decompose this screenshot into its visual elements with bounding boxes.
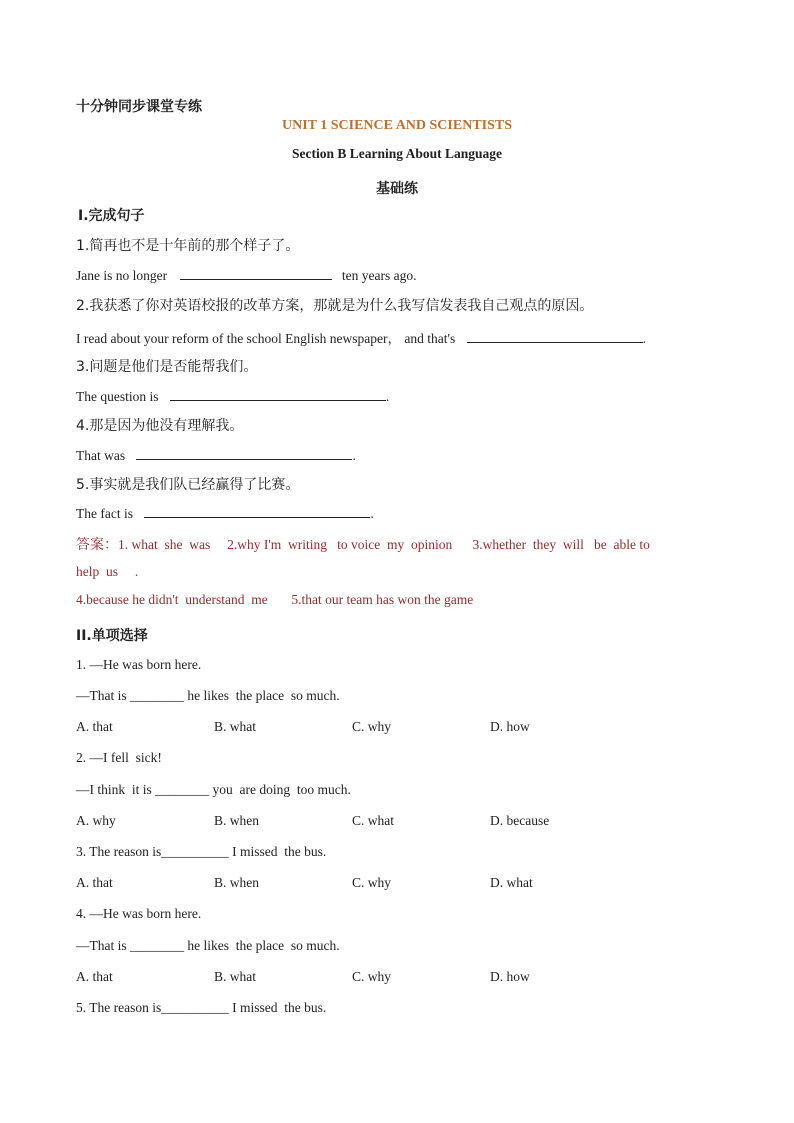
question-2-option-d[interactable]: D. because: [490, 813, 550, 828]
answer-label: 答案：: [76, 537, 118, 553]
part2-heading: II.单项选择: [76, 628, 148, 644]
sentence-3-chinese: 3.问题是他们是否能帮我们。: [76, 359, 258, 375]
part1-heading: Ⅰ.完成句子: [78, 208, 145, 224]
sentence-3-english: [76, 388, 389, 405]
question-1-option-b[interactable]: B. what: [214, 719, 256, 734]
answer-line-2: help us .: [76, 564, 139, 579]
series-title: 十分钟同步课堂专练: [76, 99, 202, 115]
question-3-option-a[interactable]: A. that: [76, 875, 113, 890]
question-5-prompt: 5. The reason is__________ I missed the bus.: [76, 1000, 327, 1015]
sentence-1-prefix: Jane is no longer: [76, 268, 168, 283]
sentence-5-suffix: .: [370, 506, 374, 521]
question-3-option-c[interactable]: C. why: [352, 875, 392, 890]
question-1-reply: —That is ________ he likes the place so much.: [76, 688, 340, 703]
question-3-option-b[interactable]: B. when: [214, 875, 259, 890]
answer-blank-3[interactable]: [170, 388, 386, 401]
question-2-option-a[interactable]: A. why: [76, 813, 116, 828]
question-2-option-b[interactable]: B. when: [214, 813, 259, 828]
answer-blank-2[interactable]: [467, 330, 643, 343]
answer-blank-1[interactable]: [180, 267, 332, 280]
sentence-4-english: [76, 447, 356, 464]
question-4-reply: —That is ________ he likes the place so much.: [76, 938, 340, 953]
answer-line-1: [76, 534, 650, 554]
question-2-reply: —I think it is ________ you are doing too much.: [76, 782, 351, 797]
sentence-1-chinese: 1.简再也不是十年前的那个样子了。: [76, 238, 300, 254]
sentence-3-prefix: The question is: [76, 389, 159, 404]
sentence-1-english: [76, 267, 416, 284]
level-title: 基础练: [376, 181, 418, 197]
sentence-3-suffix: .: [385, 389, 390, 404]
answer-blank-4[interactable]: [136, 447, 352, 460]
answer-line-3: 4.because he didn't understand me 5.that our team has won the game: [76, 592, 474, 607]
section-title: Section B Learning About Language: [291, 146, 503, 161]
sentence-2-suffix: .: [642, 331, 646, 346]
question-1-option-d[interactable]: D. how: [490, 719, 530, 734]
question-3-option-d[interactable]: D. what: [490, 875, 533, 890]
question-1-prompt: 1. —He was born here.: [76, 657, 202, 672]
sentence-4-suffix: .: [352, 448, 356, 463]
sentence-5-english: [76, 505, 374, 522]
question-4-prompt: 4. —He was born here.: [76, 906, 202, 921]
question-4-option-a[interactable]: A. that: [76, 969, 113, 984]
question-3-prompt: 3. The reason is__________ I missed the bus.: [76, 844, 327, 859]
sentence-4-chinese: 4.那是因为他没有理解我。: [76, 418, 244, 434]
question-2-prompt: 2. —I fell sick!: [76, 750, 162, 765]
sentence-2-english: [76, 327, 646, 347]
sentence-1-suffix: ten years ago.: [341, 268, 417, 283]
sentence-2-chinese: 2.我获悉了你对英语校报的改革方案，那就是为什么我写信发表我自己观点的原因。: [76, 298, 594, 314]
answer-text-1: 1. what she was 2.why I'm writing to voice my opinion 3.whether they will be able to: [118, 537, 650, 552]
question-1-option-a[interactable]: A. that: [76, 719, 113, 734]
question-4-option-d[interactable]: D. how: [490, 969, 530, 984]
sentence-5-prefix: The fact is: [76, 506, 133, 521]
sentence-5-chinese: 5.事实就是我们队已经赢得了比赛。: [76, 477, 300, 493]
answer-blank-5[interactable]: [144, 505, 370, 518]
question-4-option-b[interactable]: B. what: [214, 969, 256, 984]
sentence-4-prefix: That was: [76, 448, 126, 463]
question-4-option-c[interactable]: C. why: [352, 969, 392, 984]
question-2-option-c[interactable]: C. what: [352, 813, 394, 828]
sentence-2-prefix: I read about your reform of the school English newspaper， and that's: [76, 331, 456, 346]
question-1-option-c[interactable]: C. why: [352, 719, 392, 734]
unit-title: UNIT 1 SCIENCE AND SCIENTISTS: [281, 118, 513, 133]
